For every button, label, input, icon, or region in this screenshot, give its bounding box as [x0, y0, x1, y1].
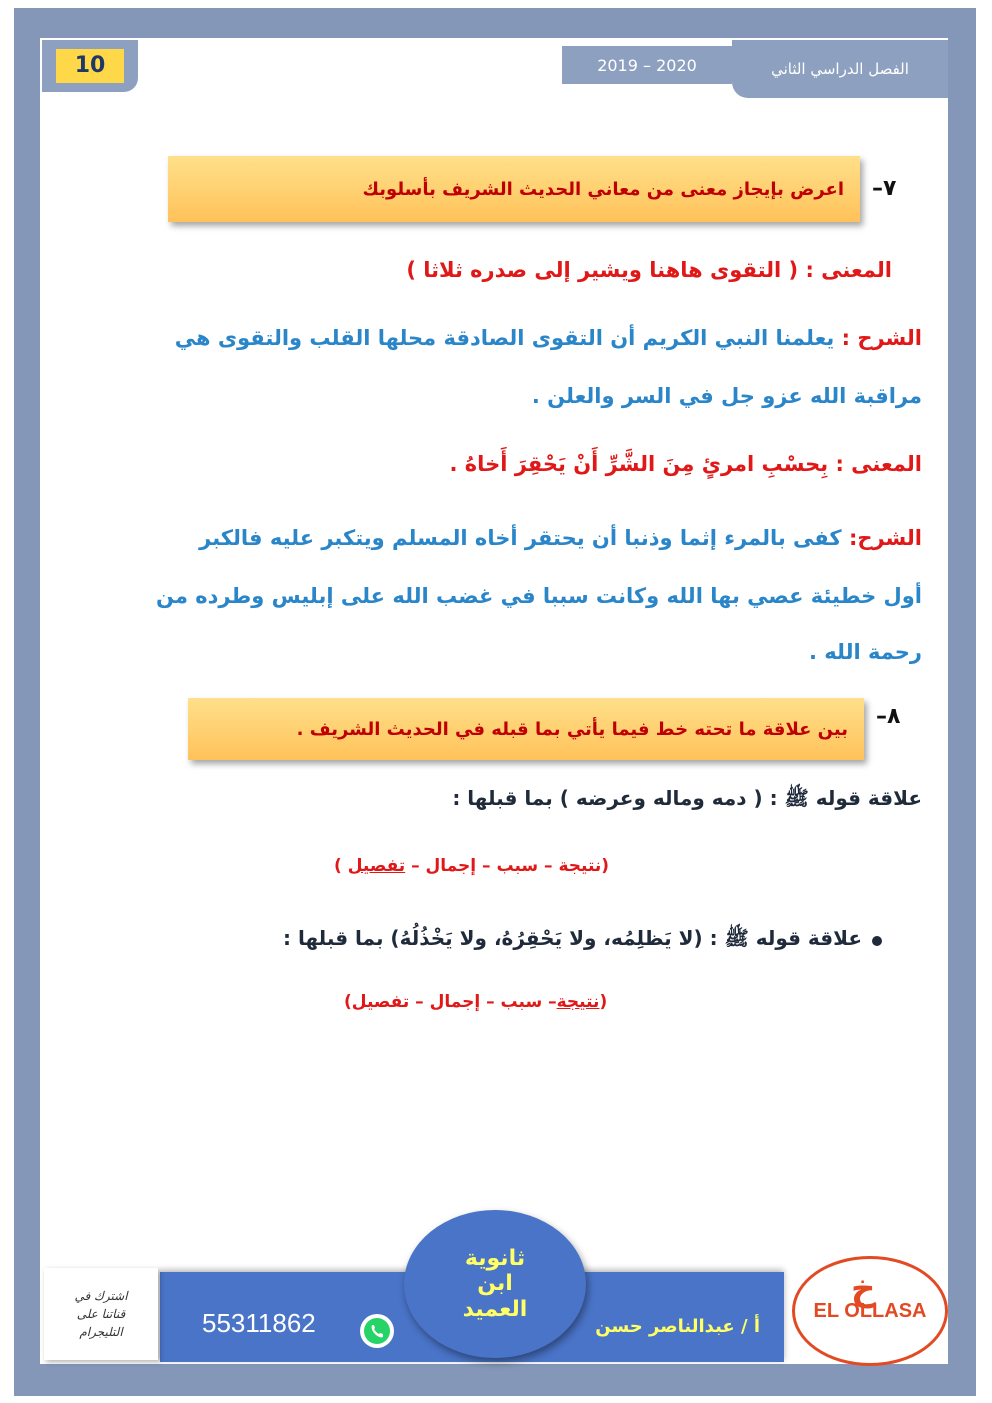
school-line-2: ابن [477, 1271, 513, 1297]
year-label: 2019 – 2020 [562, 46, 732, 86]
explanation-2-label: الشرح: [848, 526, 922, 550]
telegram-note [44, 1268, 158, 1360]
explanation-2-line-2: أول خطيئة عصي بها الله وكانت سببا في غضب الله على إبليس وطرده من [156, 584, 922, 608]
choices-1 [334, 856, 609, 876]
teacher-name: أ / عبدالناصر حسن [595, 1316, 760, 1337]
school-line-1: ثانوية [464, 1246, 526, 1272]
question-7-number: ٧– [872, 176, 897, 201]
choices-2-answer: نتيجة [556, 992, 600, 1012]
choices-1-answer: تفصيل [347, 856, 406, 876]
question-8-box [188, 698, 864, 760]
explanation-2-line-1 [199, 526, 922, 550]
explanation-1-line-2: مراقبة الله عزو جل في السر والعلن . [531, 384, 922, 408]
school-line-3: العميد [462, 1296, 528, 1322]
explanation-1-label: الشرح : [841, 326, 922, 350]
choices-2-open: ( [599, 992, 608, 1012]
choices-1-close: ) [334, 856, 348, 876]
bullet-icon [872, 936, 882, 946]
logo-mark: خ [851, 1269, 876, 1309]
semester-label: الفصل الدراسي الثاني [732, 40, 948, 98]
khollasa-logo [792, 1256, 948, 1366]
relation-2: علاقة قوله ﷺ : (لا يَظلِمُه، ولا يَحْقِرُهُ، ولا يَخْذُلُهُ) بما قبلها : [282, 926, 862, 950]
explanation-2-line-3: رحمة الله . [808, 640, 922, 664]
meaning-1: المعنى : ( التقوى هاهنا ويشير إلى صدره ثلاثا ) [406, 258, 892, 282]
question-7-title: اعرض بإيجاز معنى من معاني الحديث الشريف بأسلوبك [362, 178, 844, 200]
note-line-2: قناتنا على [76, 1307, 126, 1321]
logo-text: EL OLLASA [813, 1299, 927, 1322]
phone-number: 55311862 [202, 1308, 316, 1338]
meaning-2: المعنى : بِحسْبِ امرئٍ مِنَ الشَّرِّ أَنْ يَحْقِرَ أَخاهُ . [449, 452, 922, 476]
explanation-1-text: يعلمنا النبي الكريم أن التقوى الصادقة محلها القلب والتقوى هي [174, 326, 835, 350]
school-badge [404, 1210, 586, 1358]
choices-2-text: – سبب – إجمال – تفصيل) [344, 992, 557, 1012]
question-7-box [168, 156, 860, 222]
note-line-3: التليجرام [79, 1325, 123, 1339]
page-number: 10 [56, 49, 124, 83]
explanation-2-text: كفى بالمرء إثما وذنبا أن يحتقر أخاه المسلم ويتكبر عليه فالكبر [199, 526, 842, 550]
question-8-number: ٨– [876, 704, 901, 729]
question-8-title: بين علاقة ما تحته خط فيما يأتي بما قبله في الحديث الشريف . [296, 718, 848, 740]
relation-1: علاقة قوله ﷺ : ( دمه وماله وعرضه ) بما قبلها : [452, 786, 922, 810]
choices-2 [344, 992, 607, 1012]
page-number-tab [42, 40, 138, 92]
explanation-1-line-1 [175, 326, 922, 350]
note-line-1: اشترك في [74, 1289, 128, 1303]
whatsapp-icon [360, 1314, 394, 1348]
choices-1-text: (نتيجة – سبب – إجمال – [405, 856, 610, 876]
